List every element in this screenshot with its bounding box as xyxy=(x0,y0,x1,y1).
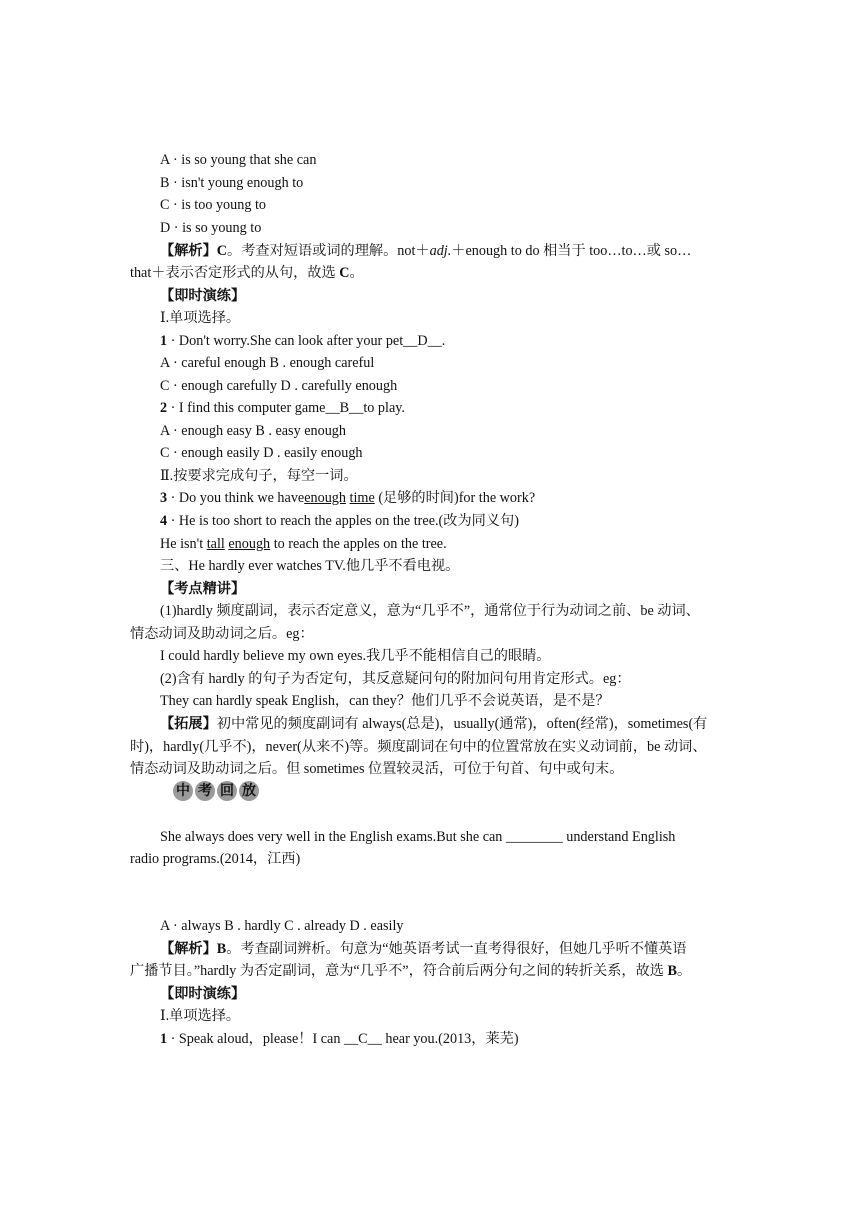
exam-question: She always does very well in the English exams.But she can ________ understand English xyxy=(160,829,676,845)
section-heading: Ⅰ.单项选择。 xyxy=(160,310,241,326)
exam-question: radio programs.(2014，江西) xyxy=(130,851,301,867)
exam-analysis-2 xyxy=(130,961,702,981)
analysis-answer: C xyxy=(216,243,228,259)
extension-text: 初中常见的频度副词有 always(总是)，usually(通常)，often(经常)，sometimes(有 xyxy=(216,716,708,732)
option-b: B · isn't young enough to xyxy=(160,175,304,191)
analysis-tag: 【解析】 xyxy=(160,243,217,259)
analysis-line-2 xyxy=(130,263,702,283)
question-text: to play. xyxy=(363,400,405,416)
options-ab: A · enough easy B . easy enough xyxy=(160,423,346,439)
badge-char: 回 xyxy=(217,781,237,801)
question-3 xyxy=(160,488,732,508)
answer-blank: __D__ xyxy=(403,333,442,349)
exam-analysis xyxy=(160,939,732,959)
point-paragraph: 情态动词及助动词之后。eg： xyxy=(130,626,314,642)
example-sentence: I could hardly believe my own eyes.我几乎不能相信自己的眼睛。 xyxy=(160,648,551,664)
question-number: 3 xyxy=(160,490,168,506)
point-paragraph: (1)hardly 频度副词，表示否定意义，意为“几乎不”，通常位于行为动词之前、be 动词、 xyxy=(160,603,700,619)
question-text: · Don't worry.She can look after your pet xyxy=(167,333,404,349)
question-text: . xyxy=(441,333,446,349)
question-number: 4 xyxy=(160,513,168,529)
answer-word: time xyxy=(349,490,375,506)
point-tag: 【考点精讲】 xyxy=(160,581,246,597)
extension-line: 时)，hardly(几乎不)，never(从来不)等。频度副词在句中的位置常放在实义动词前，be 动词、 xyxy=(130,739,707,755)
question-text: · Do you think we have xyxy=(167,490,305,506)
analysis-text: 。考查对短语或词的理解。not＋ xyxy=(227,243,430,259)
question-text: · Speak aloud，please！I can xyxy=(167,1031,344,1047)
extension-line: 情态动词及助动词之后。但 sometimes 位置较灵活，可位于句首、句中或句末。 xyxy=(130,761,624,777)
answer-text: to reach the apples on the tree. xyxy=(270,536,447,552)
example-sentence: They can hardly speak English，can they？他们几乎不会说英语，是不是？ xyxy=(160,693,610,709)
badge-char: 放 xyxy=(239,781,259,801)
section-heading: Ⅰ.单项选择。 xyxy=(160,1008,241,1024)
question-text: hear you.(2013，莱芜) xyxy=(381,1031,519,1047)
exam-options: A · always B . hardly C . already D . easily xyxy=(160,918,404,934)
options-cd: C · enough carefully D . carefully enough xyxy=(160,378,398,394)
analysis-text: 。 xyxy=(349,265,364,281)
question-text: (足够的时间)for the work? xyxy=(374,490,536,506)
question-text: · I find this computer game xyxy=(167,400,326,416)
analysis-answer: C xyxy=(339,265,350,281)
answer-blank: __C__ xyxy=(343,1031,382,1047)
point-paragraph: (2)含有 hardly 的句子为否定句，其反意疑问句的附加问句用肯定形式。eg： xyxy=(160,671,631,687)
answer-word: tall xyxy=(206,536,225,552)
question-text: · He is too short to reach the apples on the tree.(改为同义句) xyxy=(167,513,519,529)
option-d: D · is so young to xyxy=(160,220,262,236)
answer-word: enough xyxy=(228,536,271,552)
option-c: C · is too young to xyxy=(160,197,267,213)
analysis-answer: B xyxy=(216,941,227,957)
options-ab: A · careful enough B . enough careful xyxy=(160,355,375,371)
answer-text: He isn't xyxy=(160,536,207,552)
analysis-text: 。 xyxy=(676,963,692,979)
analysis-text: 。考查副词辨析。句意为“她英语考试一直考得很好，但她几乎听不懂英语 xyxy=(226,941,687,957)
section-badge xyxy=(173,781,259,803)
analysis-line xyxy=(160,241,732,261)
badge-char: 考 xyxy=(195,781,215,801)
option-a: A · is so young that she can xyxy=(160,152,317,168)
question-number: 2 xyxy=(160,400,168,416)
question-number: 1 xyxy=(160,1031,168,1047)
question-number: 1 xyxy=(160,333,168,349)
point-heading: 三、He hardly ever watches TV.他几乎不看电视。 xyxy=(160,558,460,574)
practice-title: 【即时演练】 xyxy=(160,986,246,1002)
analysis-text: that＋表示否定形式的从句，故选 xyxy=(130,265,340,281)
analysis-text: ＋enough to do 相当于 too…to…或 so… xyxy=(451,243,692,259)
question-2 xyxy=(160,398,732,418)
analysis-adj: adj. xyxy=(429,243,452,259)
extension-tag: 【拓展】 xyxy=(160,716,217,732)
answer-word: enough xyxy=(304,490,346,506)
question-4 xyxy=(160,511,732,531)
analysis-answer: B xyxy=(667,963,677,979)
answer-blank: __B__ xyxy=(325,400,364,416)
analysis-text: 广播节目。”hardly 为否定副词，意为“几乎不”，符合前后两分句之间的转折关系，故选 xyxy=(130,963,668,979)
extension-line xyxy=(160,714,732,734)
answer-line xyxy=(160,534,732,554)
question-1 xyxy=(160,1029,732,1049)
section-heading: Ⅱ.按要求完成句子，每空一词。 xyxy=(160,468,358,484)
badge-char: 中 xyxy=(173,781,193,801)
analysis-tag: 【解析】 xyxy=(160,941,217,957)
options-cd: C · enough easily D . easily enough xyxy=(160,445,363,461)
question-1 xyxy=(160,331,732,351)
practice-title: 【即时演练】 xyxy=(160,288,246,304)
